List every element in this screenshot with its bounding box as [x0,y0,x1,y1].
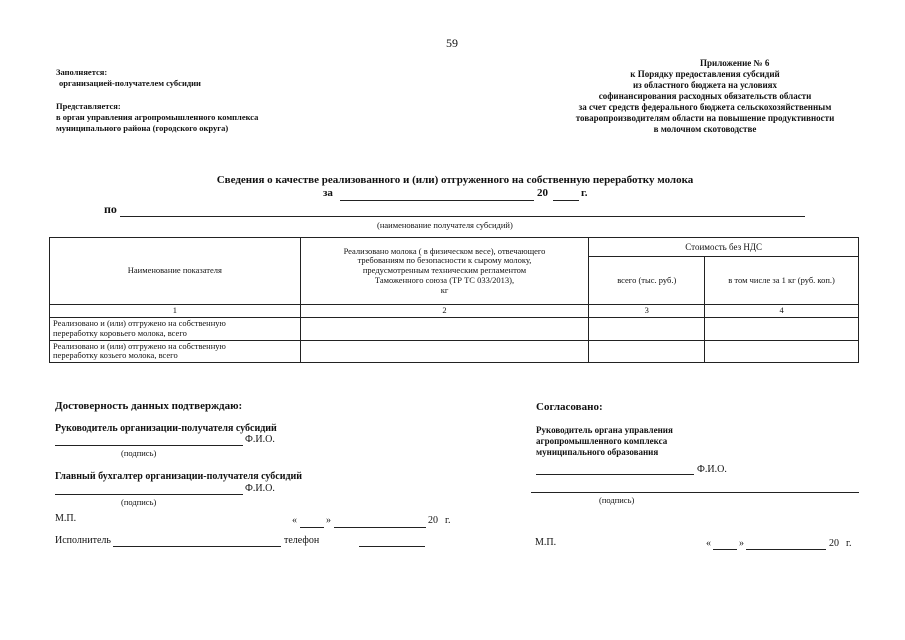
cell-per-kg[interactable] [705,318,859,341]
header-cost: Стоимость без НДС [589,238,859,257]
fill-label: Заполняется: [56,67,108,77]
submit-label: Представляется: [56,101,121,111]
row-label [50,318,301,341]
agreed-line: агропромышленного комплекса [536,436,668,446]
cell-sold[interactable] [300,318,589,341]
cell-sold[interactable] [300,340,589,363]
recipient-caption: (наименование получателя субсидий) [377,220,513,230]
row-label-line: Реализовано и (или) отгружено на собственную [53,318,226,328]
agreed-year: 20 [829,538,839,549]
header-sold-line: Реализовано молока ( в физическом весе), отвечающего [343,245,546,256]
header-sold [300,238,589,305]
table-row [50,318,859,341]
cell-total[interactable] [589,318,705,341]
agreed-heading: Согласовано: [536,401,603,413]
accountant-fio: Ф.И.О. [245,483,275,494]
confirm-year: 20 [428,515,438,526]
period-year: 20 [537,187,548,199]
period-blank [340,200,534,201]
cell-total[interactable] [589,340,705,363]
page-number: 59 [446,36,458,50]
header-indicator: Наименование показателя [50,238,301,305]
table-row [50,340,859,363]
agreed-day-blank [713,549,737,550]
submit-line: муниципального района (городского округа) [56,123,229,133]
agreed-date-open: « [706,538,711,549]
appendix-line: к Порядку предоставления субсидий [630,69,780,79]
submit-block [56,101,258,134]
recipient-prefix: по [104,202,117,216]
head-signature-caption: (подпись) [121,448,157,458]
col-number: 3 [589,305,705,318]
agreed-line: Руководитель органа управления [536,425,673,435]
cell-per-kg[interactable] [705,340,859,363]
appendix-title: Приложение № 6 [700,58,770,68]
row-label-line: переработку козьего молока, всего [53,350,178,361]
executor-label: Исполнитель [55,535,111,546]
confirm-date-close: » [326,515,331,526]
agreed-extra-line [531,492,859,493]
row-label-line: Реализовано и (или) отгружено на собственную [53,340,226,351]
confirm-year-suffix: г. [445,515,451,526]
header-sold-line: кг [440,284,449,295]
header-sold-line: Таможенного союза (ТР ТС 033/2013), [374,274,515,285]
agreed-mp: М.П. [535,537,557,548]
col-number: 4 [705,305,859,318]
accountant-label: Главный бухгалтер организации-получателя субсидий [55,471,303,482]
agreed-year-suffix: г. [846,538,852,549]
table-header-row [50,238,859,257]
period-prefix: за [323,187,333,199]
row-label-line: переработку коровьего молока, всего [53,327,187,338]
period-suffix: г. [581,187,588,199]
header-total: всего (тыс. руб.) [589,256,705,304]
appendix-line: из областного бюджета на условиях [632,80,778,90]
table-number-row [50,305,859,318]
col-number: 1 [50,305,301,318]
quality-table [49,237,859,363]
appendix-line: в молочном скотоводстве [653,124,757,134]
accountant-signature-line [55,494,243,495]
confirm-day-blank [300,527,324,528]
header-per-kg: в том числе за 1 кг (руб. коп.) [705,256,859,304]
fill-value: организацией-получателем субсидии [59,78,201,88]
doc-title: Сведения о качестве реализованного и (или) отгруженного на собственную переработку молока [216,174,694,186]
period-year-blank [553,200,579,201]
col-number: 2 [300,305,589,318]
accountant-signature-caption: (подпись) [121,497,157,507]
appendix-line: за счет средств федерального бюджета сельскохозяйственным [578,102,832,112]
fill-block [56,67,201,89]
executor-blank [113,546,281,547]
row-label [50,340,301,363]
agreed-date-close: » [739,538,744,549]
agreed-month-blank [746,549,826,550]
confirm-month-blank [334,527,426,528]
head-fio: Ф.И.О. [245,434,275,445]
agreed-signature-line [536,474,694,475]
confirm-date-open: « [292,515,297,526]
phone-blank [359,546,425,547]
agreed-line: муниципального образования [536,447,659,457]
head-label: Руководитель организации-получателя субсидий [55,423,277,434]
appendix-line: товаропроизводителям области на повышение продуктивности [575,113,835,123]
phone-label: телефон [284,535,320,546]
agreed-fio: Ф.И.О. [697,464,727,475]
confirm-mp: М.П. [55,513,77,524]
header-sold-line: требованиям по безопасности к сырому молоку, [357,255,532,266]
recipient-blank [120,216,805,217]
agreed-signature-caption: (подпись) [599,495,635,505]
appendix-line: софинансирования расходных обязательств области [598,91,812,101]
head-signature-line [55,445,243,446]
submit-line: в орган управления агропромышленного комплекса [56,112,259,122]
header-sold-line: предусмотренным техническим регламентом [362,265,527,276]
agreed-block [536,425,673,458]
appendix-block [540,58,870,135]
confirm-heading: Достоверность данных подтверждаю: [55,400,243,412]
